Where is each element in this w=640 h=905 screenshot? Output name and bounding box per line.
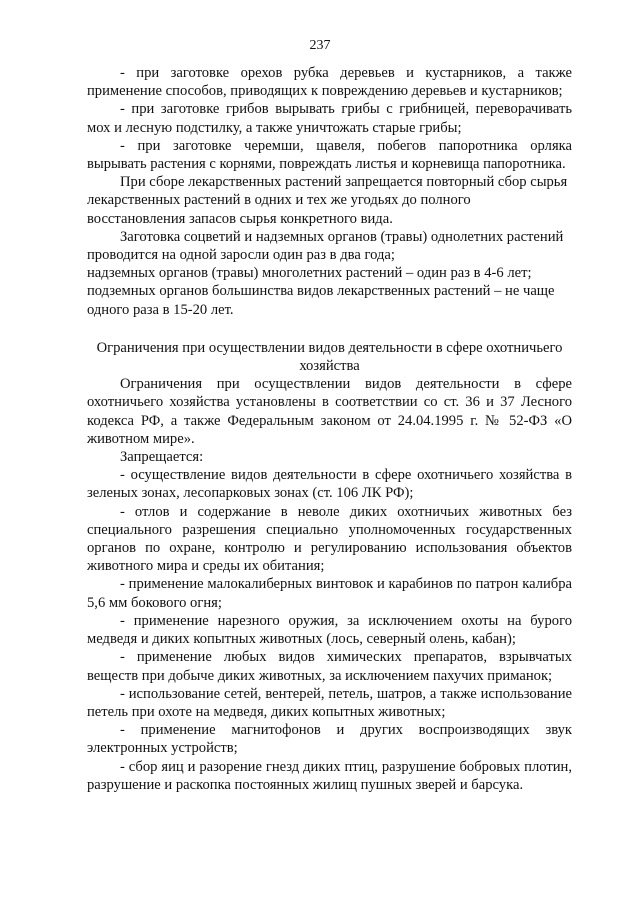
paragraph-perennial-plants: надземных органов (травы) многолетних растений – один раз в 4-6 лет; <box>87 265 532 282</box>
list-item: - применение нарезного оружия, за исключением охоты на бурого медведя и диких копытных животных (лось, северный олень, кабан); <box>87 612 572 648</box>
paragraph-mushrooms-harvesting: - при заготовке грибов вырывать грибы с грибницей, переворачивать мох и лесную подстилку, а также уничтожать старые грибы; <box>87 101 572 136</box>
paragraph-prohibited-label: Запрещается: <box>120 449 204 466</box>
list-item: - применение малокалиберных винтовок и карабинов по патрон калибра 5,6 мм бокового огня; <box>87 576 572 611</box>
page-number: 237 <box>309 38 331 53</box>
list-item: - сбор яиц и разорение гнезд диких птиц, разрушение бобровых плотин, разрушение и раскопка постоянных жилищ пушных зверей и барсука. <box>87 758 572 793</box>
list-item: - применение любых видов химических препаратов, взрывчатых веществ при добыче диких животных, за исключением пахучих приманок; <box>87 649 572 684</box>
paragraph-ramsons-harvesting: - при заготовке черемши, щавеля, побегов папоротника орляка вырывать растения с корнями, повреждать листья и корневища папоротника. <box>87 137 572 173</box>
list-item: - использование сетей, вентерей, петель, шатров, а также использование петель при охоте на медведя, диких копытных животных; <box>87 685 572 720</box>
section-gap <box>87 319 572 339</box>
list-item: - применение магнитофонов и других воспроизводящих звук электронных устройств; <box>87 722 572 757</box>
document-body <box>87 64 572 794</box>
paragraph-hunting-restrictions-intro: Ограничения при осуществлении видов деятельности в сфере охотничьего хозяйства установлены в соответствии со ст. 36 и 37 Лесного кодекса РФ, а также Федеральным законом от 24.04.1995 г. № 52-ФЗ «О животном мире». <box>87 376 572 447</box>
paragraph-annual-plants: Заготовка соцветий и надземных органов (травы) однолетних растений проводится на одной заросли один раз в два года; <box>87 228 564 264</box>
paragraph-nuts-harvesting: - при заготовке орехов рубка деревьев и кустарников, а также применение способов, приводящих к повреждению деревьев и кустарников; <box>87 65 572 100</box>
section-heading: Ограничения при осуществлении видов деятельности в сфере охотничьего хозяйства <box>96 339 563 375</box>
list-item: - отлов и содержание в неволе диких охотничьих животных без специального разрешения специально уполномоченных государственных органов по охране, контролю и регулированию использования объектов животного мира и среды их обитания; <box>87 503 572 575</box>
paragraph-medicinal-plants: При сборе лекарственных растений запрещается повторный сбор сырья лекарственных растений в одних и тех же угодьях до полного восстановления запасов сырья конкретного вида. <box>87 174 568 227</box>
list-item: - осуществление видов деятельности в сфере охотничьего хозяйства в зеленых зонах, лесопарковых зонах (ст. 106 ЛК РФ); <box>87 467 572 502</box>
paragraph-underground-organs: подземных органов большинства видов лекарственных растений – не чаще одного раза в 15-20 лет. <box>87 283 555 318</box>
